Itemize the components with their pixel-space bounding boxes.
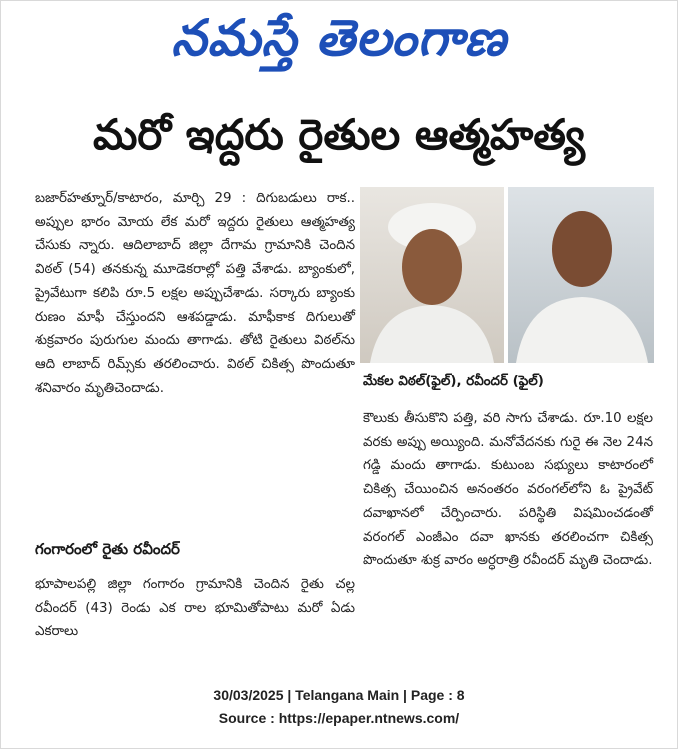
- article-left-column: [35, 187, 355, 400]
- article-right-column: [363, 407, 653, 573]
- article-subheading: గంగారంలో రైతు రవీందర్: [35, 540, 180, 558]
- article-left-column-continued: [35, 573, 355, 644]
- photo-caption: మేకల విఠల్(ఫైల్), రవీందర్ (ఫైల్): [363, 374, 544, 389]
- farmer-photo-vittal: [360, 187, 504, 363]
- article-paragraph-2: భూపాలపల్లి జిల్లా గంగారం గ్రామానికి చెందిన రైతు చల్ల రవీందర్ (43) రెండు ఎక రాల భూమితోపాటు మరో ఏడు ఎకరాలు: [35, 577, 355, 640]
- person-photo-icon: [508, 187, 654, 363]
- article-headline: మరో ఇద్దరు రైతుల ఆత్మహత్య: [92, 110, 585, 159]
- person-photo-icon: [360, 187, 504, 363]
- article-paragraph-3: కౌలుకు తీసుకొని పత్తి, వరి సాగు చేశాడు. రూ.10 లక్షల వరకు అప్పు అయ్యింది. మనోవేదనకు గురై ఈ నెల 24న గడ్డి మందు తాగాడు. కుటుంబ సభ్యులు కాటారంలో చికిత్స చేయించిన అనంతరం వరంగల్‌లోని ఓ ప్రైవేట్ దవాఖానలో చేర్పించారు. పరిస్థితి విషమించడంతో వరంగల్ ఎంజీఎం దవా ఖానకు తరలించగా చికిత్స పొందుతూ శుక్ర వారం అర్ధరాత్రి రవీందర్ మృతి చెందాడు.: [363, 411, 653, 569]
- farmer-photo-ravinder: [508, 187, 654, 363]
- article-paragraph-1: బజార్‌హత్నూర్/కాటారం, మార్చి 29 : దిగుబడులు రాక.. అప్పుల భారం మోయ లేక మరో ఇద్దరు రైతులు ఆత్మహత్య చేసుకు న్నారు. ఆదిలాబాద్ జిల్లా దేగామ గ్రామానికి చెందిన విఠల్ (54) తనకున్న మూడెకరాల్లో పత్తి వేశాడు. బ్యాంకులో, ప్రైవేటుగా కలిపి రూ.5 లక్షల అప్పుచేశాడు. సర్కారు బ్యాంకు రుణం మాఫీ చేస్తుందని ఆశపడ్డాడు. మాఫీకాక దిగులుతో శుక్రవారం పురుగుల మందు తాగాడు. తోటి రైతులు విఠల్‌ను ఆది లాబాద్ రిమ్స్‌కు తరలించారు. విఠల్ చికిత్స పొందుతూ శనివారం మృతిచెందాడు.: [35, 191, 355, 396]
- footer-source: Source : https://epaper.ntnews.com/: [218, 710, 460, 726]
- footer-edition-info: 30/03/2025 | Telangana Main | Page : 8: [213, 687, 465, 703]
- newspaper-masthead: నమస్తే తెలంగాణ: [171, 9, 507, 67]
